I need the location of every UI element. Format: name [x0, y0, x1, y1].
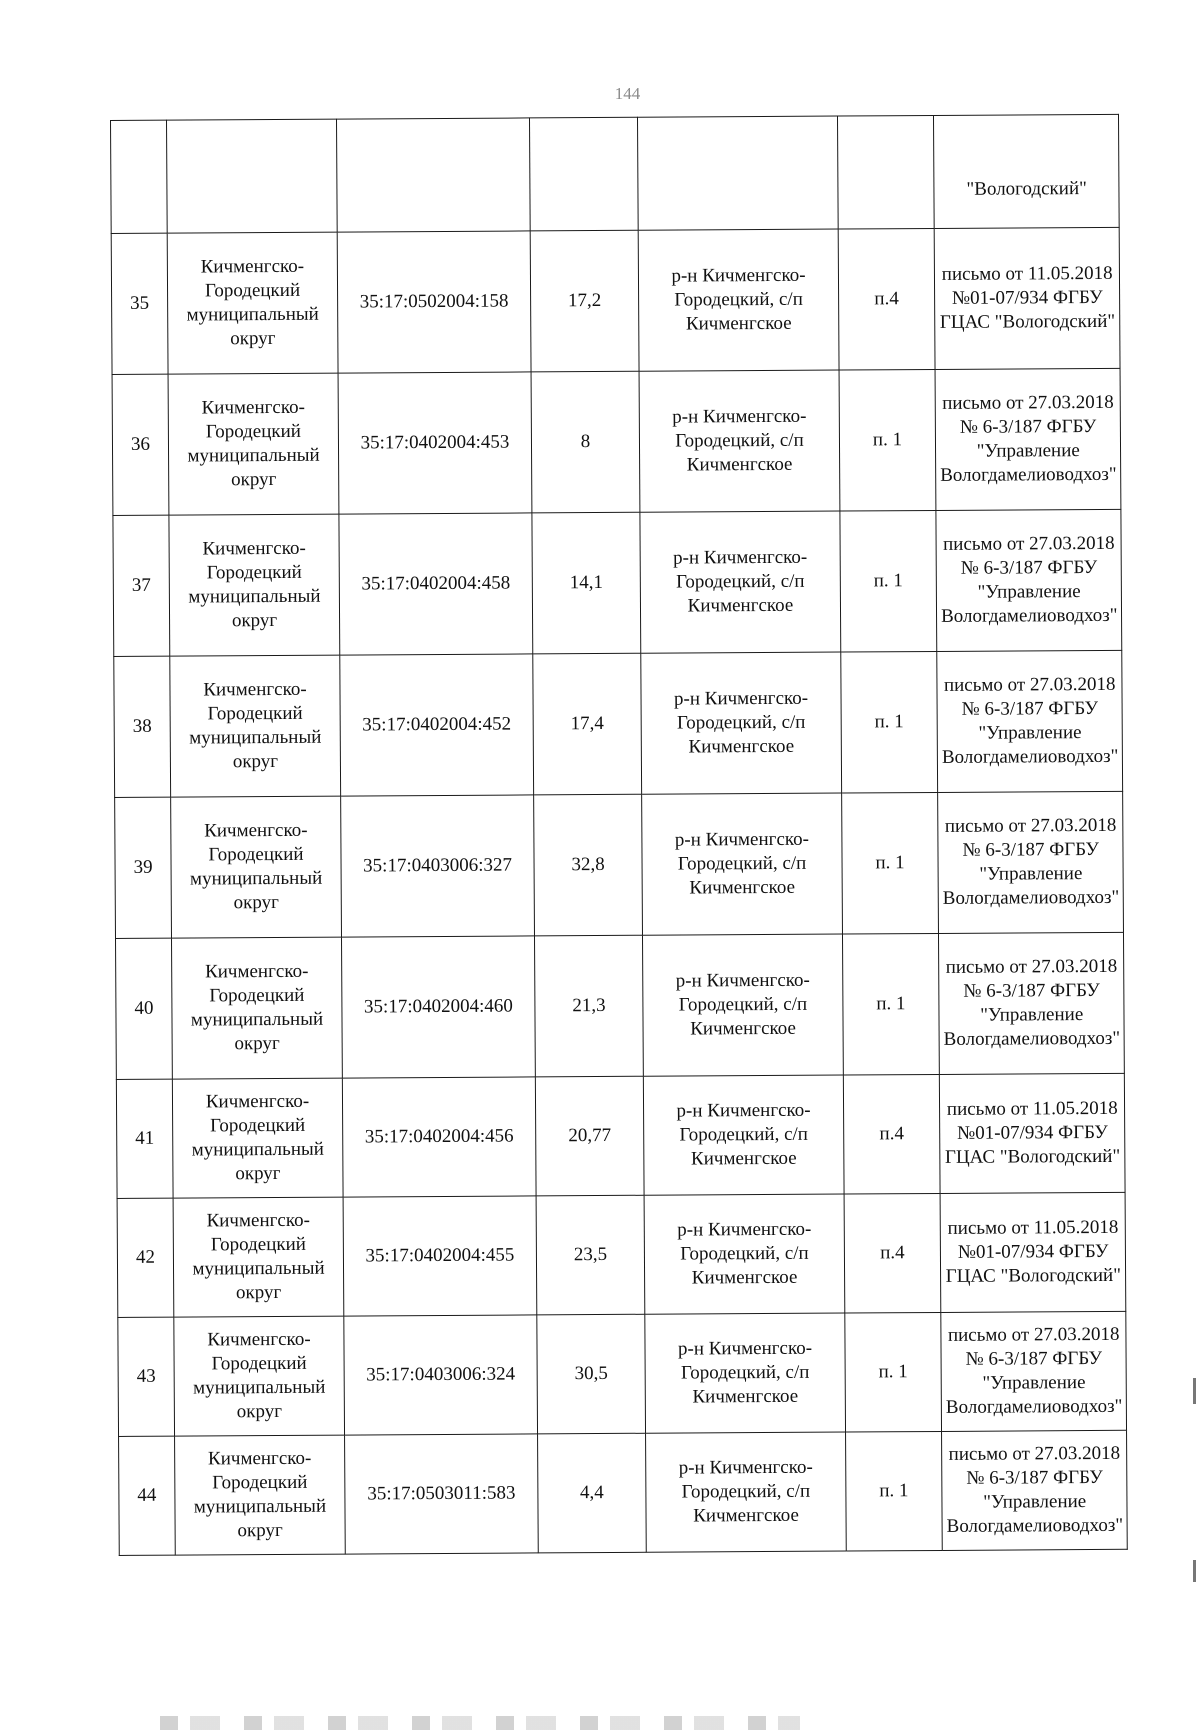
page-number: 144 [614, 84, 641, 103]
cell-cadastral: 35:17:0402004:455 [343, 1196, 537, 1316]
cell-basis: письмо от 27.03.2018 № 6-3/187 ФГБУ "Управление Вологдамелиоводхоз" [938, 791, 1124, 933]
cell-municipality: Кичменгско-Городецкий муниципальный округ [172, 1078, 343, 1198]
scan-smudge [160, 1716, 800, 1730]
cell-num: 39 [115, 797, 172, 938]
cell-basis: письмо от 27.03.2018 № 6-3/187 ФГБУ "Управление Вологдамелиоводхоз" [935, 368, 1121, 510]
cell-basis: письмо от 11.05.2018 №01-07/934 ФГБУ ГЦАС "Вологодский" [939, 1073, 1125, 1193]
cell-location: р-н Кичменгско-Городецкий, с/п Кичменгское [641, 652, 842, 794]
cell-basis: письмо от 27.03.2018 № 6-3/187 ФГБУ "Управление Вологдамелиоводхоз" [937, 650, 1123, 792]
header-cell-basis: "Вологодский" [933, 114, 1119, 228]
cell-area: 21,3 [534, 935, 643, 1077]
cell-cadastral: 35:17:0402004:453 [338, 372, 532, 514]
table-row [118, 1311, 1127, 1436]
cell-num: 43 [118, 1317, 175, 1436]
cell-basis: письмо от 27.03.2018 № 6-3/187 ФГБУ "Управление Вологдамелиоводхоз" [936, 509, 1122, 651]
header-cell-location [637, 116, 838, 230]
cell-basis: письмо от 11.05.2018 №01-07/934 ФГБУ ГЦАС "Вологодский" [934, 227, 1120, 369]
cell-location: р-н Кичменгско-Городецкий, с/п Кичменгское [642, 934, 843, 1076]
cell-area: 17,2 [530, 230, 639, 372]
cell-clause: п. 1 [846, 1431, 943, 1551]
cell-num: 37 [113, 515, 170, 656]
cell-area: 14,1 [532, 512, 641, 654]
header-cell-area [529, 117, 638, 231]
table-row [116, 1073, 1125, 1198]
cell-clause: п. 1 [845, 1312, 942, 1432]
cell-clause: п. 1 [840, 510, 937, 652]
cell-basis: письмо от 27.03.2018 № 6-3/187 ФГБУ "Управление Вологдамелиоводхоз" [942, 1430, 1128, 1550]
cell-municipality: Кичменгско-Городецкий муниципальный округ [167, 232, 338, 374]
table-row [117, 1192, 1126, 1317]
cell-municipality: Кичменгско-Городецкий муниципальный округ [168, 373, 339, 515]
table-row [111, 227, 1120, 374]
table-row [115, 791, 1124, 938]
table-row [114, 650, 1123, 797]
scan-edge-mark [1193, 1560, 1196, 1582]
cell-area: 17,4 [533, 653, 642, 795]
cell-cadastral: 35:17:0502004:158 [337, 231, 531, 373]
cell-clause: п. 1 [842, 933, 939, 1075]
cell-municipality: Кичменгско-Городецкий муниципальный округ [169, 514, 340, 656]
cell-location: р-н Кичменгско-Городецкий, с/п Кичменгское [640, 511, 841, 653]
cell-cadastral: 35:17:0503011:583 [345, 1434, 539, 1554]
cell-clause: п.4 [844, 1193, 941, 1313]
cell-municipality: Кичменгско-Городецкий муниципальный округ [175, 1435, 346, 1555]
header-cell-cadastral [336, 118, 530, 232]
cell-num: 36 [112, 374, 169, 515]
cell-num: 41 [116, 1079, 173, 1198]
cell-location: р-н Кичменгско-Городецкий, с/п Кичменгское [639, 370, 840, 512]
cell-location: р-н Кичменгско-Городецкий, с/п Кичменгское [643, 1075, 844, 1195]
cell-municipality: Кичменгско-Городецкий муниципальный округ [171, 937, 342, 1079]
cell-municipality: Кичменгско-Городецкий муниципальный округ [174, 1316, 345, 1436]
cell-num: 35 [111, 233, 168, 374]
cell-location: р-н Кичменгско-Городецкий, с/п Кичменгское [645, 1313, 846, 1433]
cell-area: 4,4 [538, 1433, 647, 1553]
cell-num: 38 [114, 656, 171, 797]
cell-location: р-н Кичменгско-Городецкий, с/п Кичменгское [642, 793, 843, 935]
cell-municipality: Кичменгско-Городецкий муниципальный округ [170, 655, 341, 797]
cell-clause: п.4 [838, 228, 935, 370]
continued-header-row [111, 114, 1120, 233]
cell-location: р-н Кичменгско-Городецкий, с/п Кичменгское [644, 1194, 845, 1314]
cell-cadastral: 35:17:0403006:324 [344, 1315, 538, 1435]
cell-area: 23,5 [536, 1195, 645, 1315]
cell-municipality: Кичменгско-Городецкий муниципальный округ [171, 796, 342, 938]
cell-num: 44 [119, 1436, 176, 1555]
cell-location: р-н Кичменгско-Городецкий, с/п Кичменгское [638, 229, 839, 371]
cell-municipality: Кичменгско-Городецкий муниципальный округ [173, 1197, 344, 1317]
cell-area: 32,8 [534, 794, 643, 936]
scan-edge-mark [1193, 1378, 1196, 1404]
cell-cadastral: 35:17:0402004:452 [340, 654, 534, 796]
cell-location: р-н Кичменгско-Городецкий, с/п Кичменгское [646, 1432, 847, 1552]
cell-clause: п. 1 [841, 651, 938, 793]
header-cell-num [111, 120, 168, 233]
header-cell-municipality [167, 119, 338, 233]
cell-basis: письмо от 11.05.2018 №01-07/934 ФГБУ ГЦАС "Вологодский" [940, 1192, 1126, 1312]
header-cell-clause [837, 115, 934, 229]
cell-basis: письмо от 27.03.2018 № 6-3/187 ФГБУ "Управление Вологдамелиоводхоз" [941, 1311, 1127, 1431]
cell-cadastral: 35:17:0402004:456 [342, 1077, 536, 1197]
table-row [113, 509, 1122, 656]
table-row [112, 368, 1121, 515]
cell-area: 20,77 [535, 1076, 644, 1196]
cell-clause: п.4 [843, 1074, 940, 1194]
cell-num: 40 [115, 938, 172, 1079]
cell-num: 42 [117, 1198, 174, 1317]
cell-basis: письмо от 27.03.2018 № 6-3/187 ФГБУ "Управление Вологдамелиоводхоз" [938, 932, 1124, 1074]
cell-area: 8 [531, 371, 640, 513]
cell-area: 30,5 [537, 1314, 646, 1434]
table-row [119, 1430, 1128, 1555]
table-row [115, 932, 1124, 1079]
cell-cadastral: 35:17:0402004:460 [341, 936, 535, 1078]
cell-cadastral: 35:17:0402004:458 [339, 513, 533, 655]
land-plots-table [110, 114, 1128, 1556]
cell-clause: п. 1 [842, 792, 939, 934]
cell-cadastral: 35:17:0403006:327 [341, 795, 535, 937]
cell-clause: п. 1 [839, 369, 936, 511]
